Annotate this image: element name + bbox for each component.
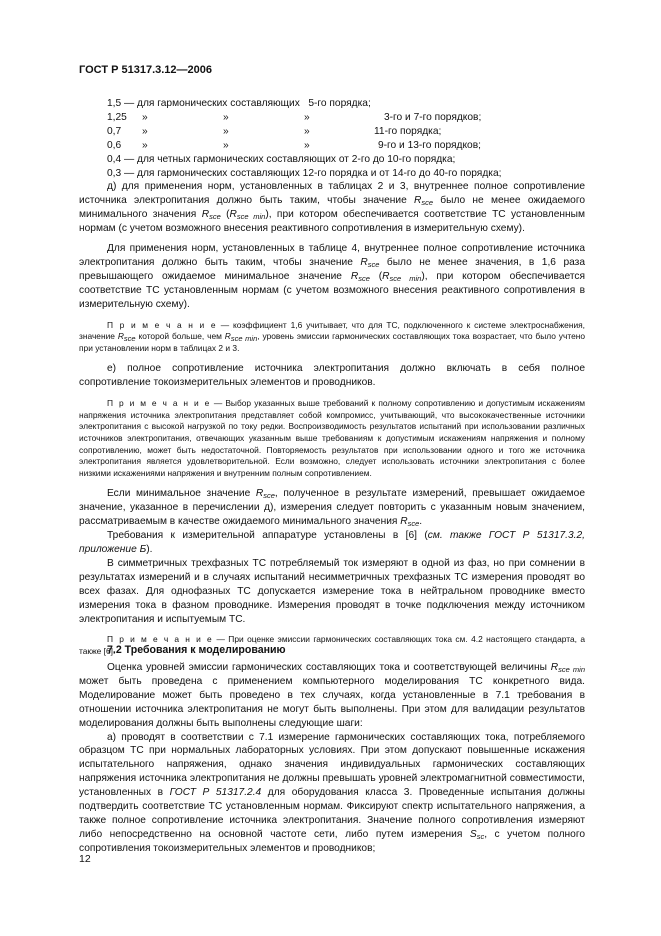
paragraph-e: е) полное сопротивление источника электропитания должно включать в себя полное сопротивление токоизмерительных элементов и проводников. [79, 363, 585, 389]
page-number: 12 [79, 853, 91, 865]
paragraph-requirements: Требования к измерительной аппаратуре установлены в [6] (см. также ГОСТ Р 51317.3.2, приложение Б). [79, 530, 585, 555]
section-heading: 7.2 Требования к моделированию [107, 644, 286, 656]
list-item: 1,25 » » » 3-го и 7-го порядков; [107, 111, 482, 123]
body-text [79, 97, 585, 658]
list-item: 0,3 — для гармонических составляющих 12-го порядка и от 14-го до 40-го порядка; [107, 167, 502, 179]
note-1: П р и м е ч а н и е — коэффициент 1,6 учитывает, что для ТС, подключенного к системе электроснабжения, значение $R_{sce}$ которой больше, чем $R_{sce min}$, уровень эмиссии гармонических составляющих тока возрастает, что было учтено при установлении норм в таблицах 2 и 3. [79, 319, 586, 353]
paragraph-min: Если минимальное значение $R_{sce}$, полученное в результате измерений, превышает ожидаемое значение, указанное в перечислении д), измерения следует повторить с указанным новым значением, рассматриваемым в качестве ожидаемого минимального значения $R_{sce}$. [79, 488, 585, 529]
note-3: П р и м е ч а н и е — При оценке эмиссии гармонических составляющих тока см. 4.2 настоящего стандарта, а также [6]. [79, 634, 585, 656]
list-item: 0,4 — для четных гармонических составляющих от 2-го до 10-го порядка; [107, 153, 456, 165]
coefficient-list [79, 97, 585, 180]
list-item: 0,6 » » » 9-го и 13-го порядков; [107, 139, 481, 151]
paragraph-symmetric: В симметричных трехфазных ТС потребляемый ток измеряют в одной из фаз, но при сомнении в результатах измерений и в случаях испытаний несимметричных трехфазных ТС измерения проводят во всех фазах. Для однофазных ТС допускается измерение тока в нейтральном проводнике вместо измерения тока в фазном проводнике. Измерения проводят в точке подключения между источником электропитания и испытуемым ТС. [79, 557, 585, 625]
document-header: ГОСТ Р 51317.3.12—2006 [79, 64, 213, 76]
note-2: П р и м е ч а н и е — Выбор указанных выше требований к полному сопротивлению и допустимым искажениям напряжения источника электропитания представляет собой компромисс, учитывающий, что высококачественные источники электропитания с высокой нагрузкой по току редки. Воспроизводимость результатов испытаний при использовании различных источников электропитания, отвечающих указанным выше требованиям к допустимым искажениям напряжения и полному сопротивлению, может быть недостаточной. Повторяемость результатов при использовании одного и того же источника электропитания является удовлетворительной. Если возможно, следует использовать источники электропитания с более низкими искажениями напряжения и внутренним полным сопротивлением. [79, 398, 585, 478]
paragraph-table4: Для применения норм, установленных в таблице 4, внутреннее полное сопротивление источника электропитания должно быть таким, чтобы значение $R_{sce}$ было не менее значения, в 1,6 раза превышающего ожидаемое минимальное значение $R_{sce}$ $(R_{sce min})$, при котором обеспечивается соответствие ТС установленным нормам (с учетом возможного внесения реактивного сопротивления в измерительную схему). [79, 243, 586, 310]
paragraph-a: а) проводят в соответствии с 7.1 измерение гармонических составляющих тока, потребляемого образцом ТС при нормальных лабораторных условиях. При этом допускают повышенные искажения испытательного напряжения, однако значения индивидуальных гармонических составляющих напряжения источника электропитания не должны превышать уровней электромагнитной совместимости, установленных в ГОСТ Р 51317.2.4 для оборудования класса 3. Проведенные испытания должны подтвердить соответствие ТС установленным нормам. Фиксируют спектр испытательного напряжения, а также полное сопротивление источника электропитания. Значение полного сопротивления измеряют либо непосредственно на основной частоте сети, либо путем измерения $S_{sc}$, с учетом полного сопротивления токоизмерительных элементов и проводников; [79, 731, 585, 854]
list-item: 1,5 — для гармонических составляющих 5-го порядка; [107, 98, 371, 109]
list-item: 0,7 » » » 11-го порядка; [107, 125, 442, 137]
paragraph-d: д) для применения норм, установленных в таблицах 2 и 3, внутреннее полное сопротивление источника электропитания должно быть таким, чтобы значение $R_{sce}$ было не менее ожидаемого минимального значения $R_{sce}$ $(R_{sce min})$, при котором обеспечивается соответствие ТС установленным нормам (с учетом возможного внесения реактивного сопротивления в измерительную схему). [79, 181, 585, 235]
section-body [79, 661, 585, 856]
paragraph-model: Оценка уровней эмиссии гармонических составляющих тока и соответствующей величины $R_{sce min}$ может быть проведена с применением компьютерного моделирования ТС конкретного вида. Моделирование может быть проведено в тех случаях, когда установленные в 7.1 требования в отношении источника электропитания не могут быть выполнены. При этом для валидации результатов моделирования должны быть выполнены следующие шаги: [79, 662, 585, 729]
